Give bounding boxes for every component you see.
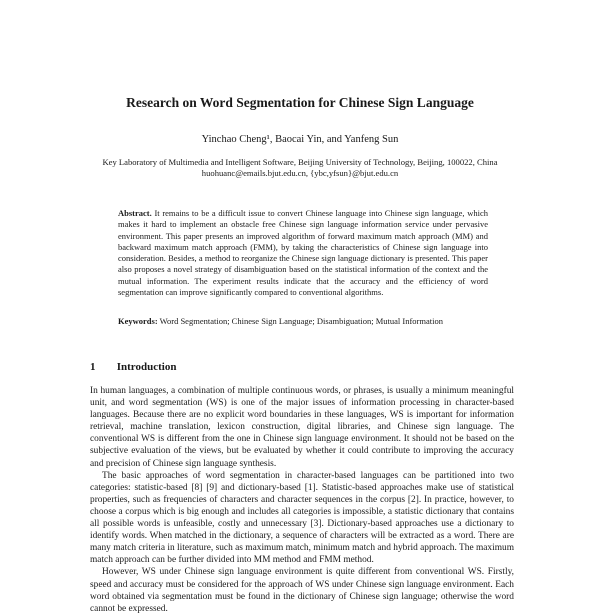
abstract [118, 208, 488, 298]
affiliation [60, 157, 540, 179]
affiliation-emails: huohuanc@emails.bjut.edu.cn, {ybc,yfsun}@bjut.edu.cn [201, 168, 399, 178]
keywords-label: Keywords: [118, 316, 158, 326]
affiliation-institution: Key Laboratory of Multimedia and Intelligent Software, Beijing University of Technology, Beijing, 100022, China [102, 157, 498, 167]
keywords-text: Word Segmentation; Chinese Sign Language; Disambiguation; Mutual Information [159, 316, 443, 326]
abstract-text: It remains to be a difficult issue to convert Chinese language into Chinese sign language, which makes it hard to implement an obstacle free Chinese sign language information service under pervasive environment. This paper presents an improved algorithm of forward maximum match approach (MM) and backward maximum match approach (FMM), by taking the characteristics of Chinese sign language into consideration. Besides, a method to reorganize the Chinese sign language dictionary is presented. This paper also proposes a novel strategy of disambiguation based on the statistical information of the context and the mutual information. The experiment results indicate that the accuracy and the efficiency of word segmentation can improve significantly compared to conventional algorithms. [118, 208, 489, 298]
keywords [118, 316, 488, 327]
paragraph-2: The basic approaches of word segmentation in character-based languages can be partitioned into two categories: statistic-based [8] [9] and dictionary-based [1]. Statistic-based approaches make use of statistical properties, such as frequencies of characters and character sequences in the corpus [2]. In practice, however, to choose a corpus which is big enough and includes all categories is impossible, a statistic dictionary that contains all possible words is unfeasible, costly and unnecessary [3]. Dictionary-based approaches use a dictionary to identify words. When matched in the dictionary, a sequence of characters will be extracted as a word. There are many match criteria in literature, such as maximum match, minimum match and hybrid approach. The maximum match approach can be further divided into MM method and FMM method. [90, 470, 514, 566]
abstract-label: Abstract. [118, 208, 152, 218]
section-title: Introduction [116, 361, 177, 373]
section-number: 1 [90, 361, 96, 373]
paper-authors: Yinchao Cheng¹, Baocai Yin, and Yanfeng Sun [201, 134, 399, 145]
paragraph-3: However, WS under Chinese sign language environment is quite different from conventional WS. Firstly, speed and accuracy must be considered for the approach of WS under Chinese sign language environment. Each word obtained via segmentation must be found in the dictionary of Chinese sign language; otherwise the word cannot be expressed. [90, 567, 514, 614]
paper-title: Research on Word Segmentation for Chinese Sign Language [126, 95, 474, 110]
section-body [90, 385, 514, 615]
section-heading [90, 361, 176, 373]
paragraph-1: In human languages, a combination of multiple continuous words, or phrases, is usually a minimum meaningful unit, and word segmentation (WS) is one of the major issues of information processing in character-based languages. Because there are no explicit word boundaries in these languages, WS is important for information retrieval, machine translation, lexicon construction, digital libraries, and Chinese sign language. The conventional WS is different from the one in Chinese sign language environment. It should not be based on the subjective evaluation of the views, but be evaluated by whether it could contribute to improving the accuracy and precision of Chinese sign language synthesis. [90, 386, 514, 469]
